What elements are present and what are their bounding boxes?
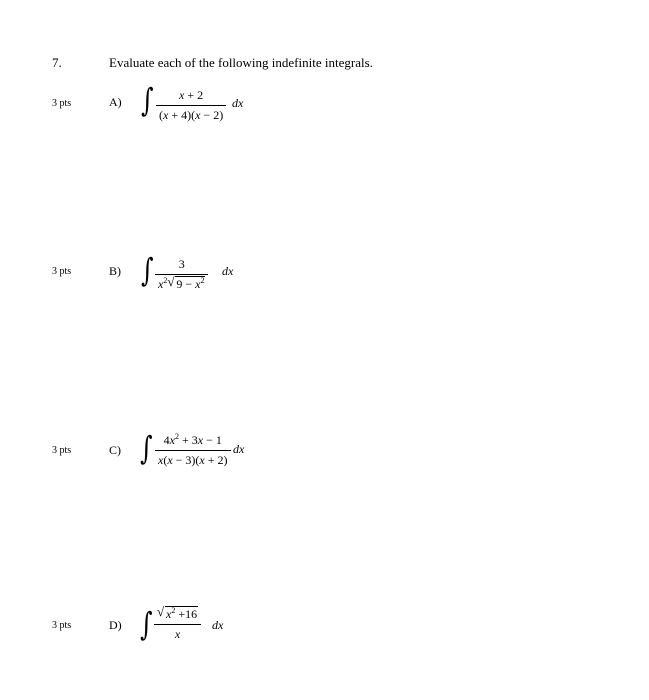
part-b-denominator: $x^2$ √ $9 - x^2$ xyxy=(158,274,205,291)
part-c-numerator: $4x^2 + 3x - 1$ xyxy=(163,432,222,447)
part-b-label: B) xyxy=(109,264,121,278)
integral-sign: ∫ xyxy=(141,251,154,289)
part-c-points: 3 pts xyxy=(52,445,72,456)
integral-sign: ∫ xyxy=(141,81,154,119)
integral-sign: ∫ xyxy=(140,429,153,467)
part-a-differential: dx xyxy=(232,96,244,110)
integral-sign: ∫ xyxy=(140,605,153,643)
question-number: 7. xyxy=(52,55,62,70)
part-d-points: 3 pts xyxy=(52,620,72,631)
part-d-numerator: √ $x^2 +16$ xyxy=(157,604,198,621)
part-a-label: A) xyxy=(109,95,122,109)
part-c-denominator: x(x − 3)(x + 2) xyxy=(158,453,228,467)
part-d-fraction xyxy=(154,604,201,642)
part-c-differential: dx xyxy=(233,442,245,456)
part-d-label: D) xyxy=(109,618,122,632)
part-a-points: 3 pts xyxy=(52,98,72,109)
part-a-numerator: x + 2 xyxy=(179,88,204,102)
part-b-points: 3 pts xyxy=(52,266,72,277)
part-d-differential: dx xyxy=(212,618,224,632)
part-d-denominator: x xyxy=(174,627,181,641)
part-a-denominator: (x + 4)(x − 2) xyxy=(159,108,224,122)
part-b-numerator: 3 xyxy=(178,257,185,271)
part-c-label: C) xyxy=(109,443,121,457)
part-b-fraction xyxy=(155,257,208,292)
part-a-fraction xyxy=(156,88,226,123)
part-c-fraction xyxy=(155,433,231,468)
part-b-differential: dx xyxy=(222,264,234,278)
question-instruction: Evaluate each of the following indefinite integrals. xyxy=(109,55,373,70)
